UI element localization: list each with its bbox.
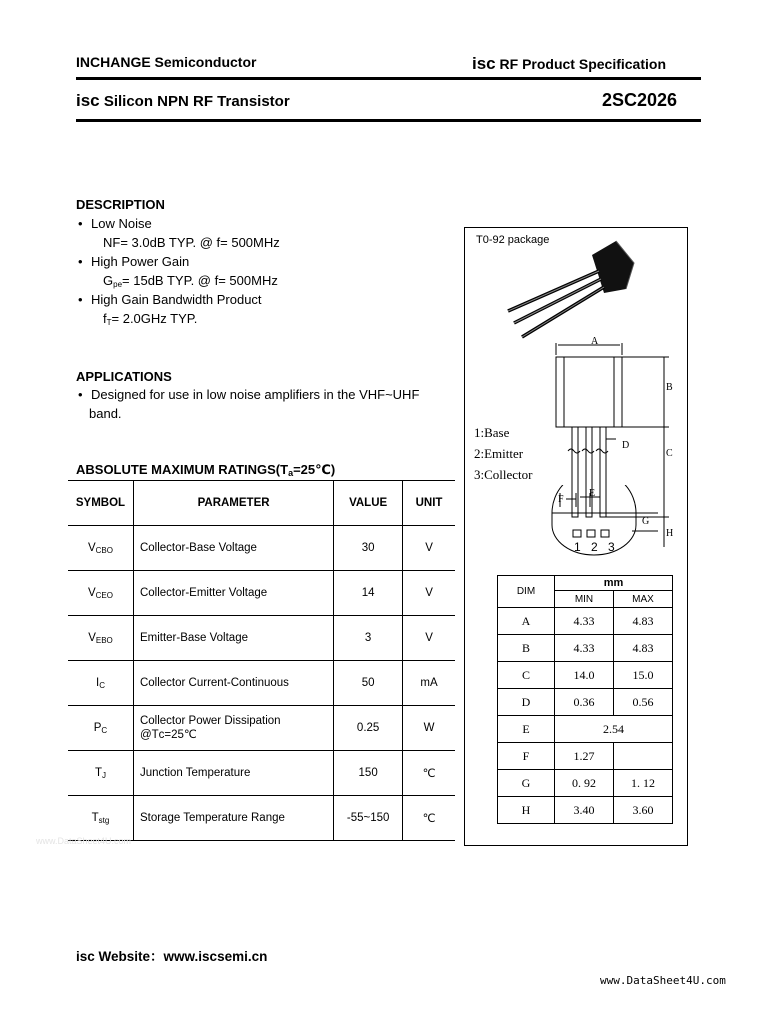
table-row [68, 706, 455, 751]
min-cell: 4.33 [555, 635, 614, 662]
ratings-title-suffix: =25℃) [293, 462, 336, 477]
value-cell: 150 [334, 751, 403, 796]
ratings-table [68, 480, 455, 841]
dim-label-a: A [591, 336, 599, 347]
website-label: isc Website： [76, 949, 164, 964]
pin-number-2: 2 [591, 540, 598, 554]
table-row [498, 662, 673, 689]
dim-cell: A [498, 608, 555, 635]
package-label: T0-92 package [476, 234, 550, 246]
faint-watermark: www.DataSheet4U.com [36, 836, 132, 846]
dim-cell: H [498, 797, 555, 824]
max-cell: 3.60 [614, 797, 673, 824]
part-number: 2SC2026 [602, 90, 678, 110]
dim-label-c: C [666, 448, 673, 459]
col-symbol: SYMBOL [68, 481, 133, 526]
parameter-cell: Collector Power Dissipation @Tᴄ=25℃ [133, 706, 333, 751]
symbol-cell: $V_{CEO}$ [68, 571, 133, 616]
max-cell: 15.0 [614, 662, 673, 689]
span-cell: 2.54 [555, 716, 673, 743]
max-cell: 1. 12 [614, 770, 673, 797]
min-cell: 4.33 [555, 608, 614, 635]
ratings-title-sub: a [288, 468, 294, 478]
ratings-header-row [68, 481, 455, 526]
spec-text: RF Product Specification [499, 56, 666, 72]
applications-text: Designed for use in low noise amplifiers in the VHF~UHF [91, 387, 420, 402]
isc-logo-text: isc [472, 54, 496, 73]
spec-header [472, 54, 666, 74]
unit-cell: V [403, 571, 455, 616]
dim-cell: G [498, 770, 555, 797]
dim-cell: B [498, 635, 555, 662]
bullet-label: High Power Gain [91, 254, 190, 269]
document-title [76, 91, 290, 111]
detail-prefix: f [103, 311, 107, 326]
parameter-cell: Collector Current-Continuous [133, 661, 333, 706]
description-title: DESCRIPTION [76, 197, 165, 212]
max-cell: 4.83 [614, 608, 673, 635]
symbol-cell: $T_J$ [68, 751, 133, 796]
bullet-label: Low Noise [91, 216, 152, 231]
min-cell: 0. 92 [555, 770, 614, 797]
ratings-title-prefix: ABSOLUTE MAXIMUM RATINGS(T [76, 462, 289, 477]
pin-3-label: 3:Collector [474, 467, 533, 482]
col-dim: DIM [498, 576, 555, 608]
dim-label-d: D [622, 440, 630, 451]
pin-number-1: 1 [574, 540, 581, 554]
description-detail-3 [103, 311, 197, 327]
dim-cell: C [498, 662, 555, 689]
unit-cell: mA [403, 661, 455, 706]
parameter-cell: Collector-Emitter Voltage [133, 571, 333, 616]
unit-cell: W [403, 706, 455, 751]
unit-mm: mm [555, 576, 673, 591]
description-detail-1 [103, 235, 280, 250]
table-row [498, 635, 673, 662]
value-cell: 50 [334, 661, 403, 706]
pin-1-label: 1:Base [474, 425, 510, 440]
header-rule-top [76, 77, 701, 80]
detail-subscript: T [106, 318, 112, 327]
description-detail-2 [103, 273, 278, 289]
min-cell: 1.27 [555, 743, 614, 770]
website-footer [76, 945, 267, 965]
symbol-cell: $T_{stg}$ [68, 796, 133, 841]
dim-cell: F [498, 743, 555, 770]
unit-cell: V [403, 616, 455, 661]
table-row [498, 743, 673, 770]
value-cell: 3 [334, 616, 403, 661]
detail-rest: = 2.0GHz TYP. [111, 311, 198, 326]
table-row [498, 797, 673, 824]
bullet-label: High Gain Bandwidth Product [91, 292, 262, 307]
company-name: INCHANGE Semiconductor [76, 54, 257, 70]
dim-cell: D [498, 689, 555, 716]
website-link[interactable]: www.iscsemi.cn [163, 949, 268, 964]
dim-label-h: H [666, 528, 674, 539]
dimension-table [497, 575, 673, 824]
parameter-cell: Emitter-Base Voltage [133, 616, 333, 661]
header-rule-bottom [76, 119, 701, 122]
applications-line-1: • Designed for use in low noise amplifiers in the VHF~UHF [78, 387, 420, 402]
unit-cell: ℃ [403, 796, 455, 841]
table-row [498, 716, 673, 743]
dim-label-b: B [666, 382, 673, 393]
detail-subscript: pe [113, 280, 123, 289]
bottom-view-drawing [540, 485, 670, 560]
table-row [68, 571, 455, 616]
dim-label-f: F [558, 494, 564, 505]
dim-cell: E [498, 716, 555, 743]
table-row [68, 751, 455, 796]
table-row [68, 526, 455, 571]
symbol-cell: $V_{CBO}$ [68, 526, 133, 571]
description-bullet-1: • Low Noise [78, 216, 152, 231]
value-cell: 14 [334, 571, 403, 616]
dim-label-e: E [589, 488, 596, 499]
col-max: MAX [614, 591, 673, 608]
applications-title: APPLICATIONS [76, 369, 172, 384]
dim-label-g: G [642, 516, 650, 527]
col-min: MIN [555, 591, 614, 608]
table-row [68, 661, 455, 706]
ratings-title [76, 462, 335, 478]
description-bullet-3: • High Gain Bandwidth Product [78, 292, 262, 307]
symbol-cell: $P_C$ [68, 706, 133, 751]
unit-cell: ℃ [403, 751, 455, 796]
title-text: Silicon NPN RF Transistor [103, 93, 290, 110]
max-cell: 0.56 [614, 689, 673, 716]
value-cell: 0.25 [334, 706, 403, 751]
symbol-cell: $I_C$ [68, 661, 133, 706]
symbol-cell: $V_{EBO}$ [68, 616, 133, 661]
detail-text: NF= 3.0dB TYP. @ f= 500MHz [103, 235, 280, 250]
detail-prefix: G [103, 273, 114, 288]
isc-title-logo-text: isc [76, 91, 100, 110]
parameter-cell: Junction Temperature [133, 751, 333, 796]
table-row [498, 608, 673, 635]
col-value: VALUE [334, 481, 403, 526]
min-cell: 0.36 [555, 689, 614, 716]
pin-number-3: 3 [608, 540, 615, 554]
datasheet-watermark: www.DataSheet4U.com [600, 974, 726, 987]
unit-cell: V [403, 526, 455, 571]
table-row [68, 616, 455, 661]
detail-rest: = 15dB TYP. @ f= 500MHz [122, 273, 278, 288]
value-cell: -55~150 [334, 796, 403, 841]
value-cell: 30 [334, 526, 403, 571]
applications-line-2: band. [89, 406, 122, 421]
table-row [498, 689, 673, 716]
transistor-3d-icon [508, 241, 634, 337]
min-cell: 3.40 [555, 797, 614, 824]
col-parameter: PARAMETER [133, 481, 333, 526]
parameter-cell: Storage Temperature Range [133, 796, 333, 841]
max-cell: 4.83 [614, 635, 673, 662]
table-row [498, 770, 673, 797]
table-row [68, 796, 455, 841]
max-cell [614, 743, 673, 770]
pin-2-label: 2:Emitter [474, 446, 524, 461]
dimension-unit-row [498, 576, 673, 591]
parameter-cell: Collector-Base Voltage [133, 526, 333, 571]
col-unit: UNIT [403, 481, 455, 526]
min-cell: 14.0 [555, 662, 614, 689]
description-bullet-2: • High Power Gain [78, 254, 190, 269]
